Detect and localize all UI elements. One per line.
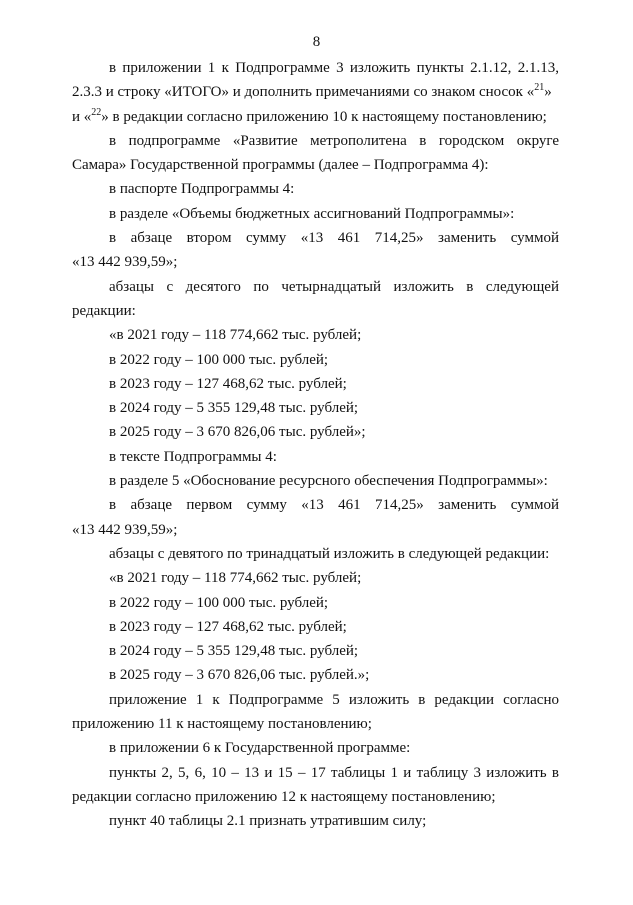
text-line	[72, 129, 559, 153]
text-line-content: «в 2021 году – 118 774,662 тыс. рублей;	[109, 570, 362, 587]
text-line	[72, 736, 559, 760]
text-line-content: в 2022 году – 100 000 тыс. рублей;	[109, 351, 329, 368]
text-line	[72, 518, 559, 542]
text-line-content: в разделе «Объемы бюджетных ассигнований Подпрограммы»:	[109, 205, 515, 222]
text-line	[72, 785, 559, 809]
text-line	[72, 591, 559, 615]
text-line-content: в абзаце втором сумму «13 461 714,25» заменить суммой	[109, 230, 559, 247]
text-line	[72, 542, 559, 566]
text-line-content: в паспорте Подпрограммы 4:	[109, 181, 295, 198]
text-line-content: редакции:	[72, 302, 136, 319]
text-line-content: в 2023 году – 127 468,62 тыс. рублей;	[109, 375, 347, 392]
text-line	[72, 323, 559, 347]
text-line-content: пункты 2, 5, 6, 10 – 13 и 15 – 17 таблицы 1 и таблицу 3 изложить в	[109, 764, 559, 781]
text-line-content: в абзаце первом сумму «13 461 714,25» заменить суммой	[109, 497, 559, 514]
text-line-continuation: »	[544, 84, 552, 101]
text-line-content: в 2025 году – 3 670 826,06 тыс. рублей»;	[109, 424, 366, 441]
text-line	[72, 712, 559, 736]
text-line-content: абзацы с десятого по четырнадцатый изложить в следующей	[109, 278, 559, 295]
footnote-marker: 21	[534, 82, 545, 94]
document-body	[72, 56, 559, 834]
text-line-content: 2.3.3 и строку «ИТОГО» и дополнить примечаниями со знаком сносок «	[72, 84, 535, 101]
text-line-continuation: » в редакции согласно приложению 10 к настоящему постановлению;	[101, 108, 547, 125]
text-line	[72, 396, 559, 420]
text-line-content: в 2024 году – 5 355 129,48 тыс. рублей;	[109, 400, 359, 417]
text-line-content: в 2023 году – 127 468,62 тыс. рублей;	[109, 618, 347, 635]
text-line	[72, 688, 559, 712]
text-line	[72, 663, 559, 687]
text-line	[72, 348, 559, 372]
text-line-content: пункт 40 таблицы 2.1 признать утратившим силу;	[109, 813, 427, 830]
text-line-content: и «	[72, 108, 92, 125]
text-line	[72, 761, 559, 785]
text-line	[72, 469, 559, 493]
text-line	[72, 639, 559, 663]
footnote-marker: 22	[91, 106, 102, 118]
text-line	[72, 80, 559, 104]
text-line	[72, 105, 559, 129]
text-line	[72, 250, 559, 274]
text-line-content: в разделе 5 «Обоснование ресурсного обеспечения Подпрограммы»:	[109, 473, 548, 490]
text-line	[72, 202, 559, 226]
text-line	[72, 226, 559, 250]
text-line	[72, 566, 559, 590]
text-line	[72, 809, 559, 833]
text-line	[72, 493, 559, 517]
text-line-content: в приложении 6 к Государственной программе:	[109, 740, 411, 757]
text-line	[72, 177, 559, 201]
text-line-content: в подпрограмме «Развитие метрополитена в городском округе	[109, 132, 559, 149]
text-line	[72, 445, 559, 469]
page-number: 8	[312, 34, 321, 50]
text-line-content: в тексте Подпрограммы 4:	[109, 448, 277, 465]
text-line	[72, 372, 559, 396]
text-line-content: в 2024 году – 5 355 129,48 тыс. рублей;	[109, 643, 359, 660]
text-line-content: в 2025 году – 3 670 826,06 тыс. рублей.»;	[109, 667, 370, 684]
text-line-content: «в 2021 году – 118 774,662 тыс. рублей;	[109, 327, 362, 344]
text-line	[72, 56, 559, 80]
text-line	[72, 615, 559, 639]
text-line-content: редакции согласно приложению 12 к настоящему постановлению;	[72, 788, 496, 805]
text-line	[72, 299, 559, 323]
text-line-content: приложение 1 к Подпрограмме 5 изложить в редакции согласно	[109, 691, 559, 708]
text-line-content: приложению 11 к настоящему постановлению;	[72, 716, 372, 733]
text-line	[72, 420, 559, 444]
text-line-content: в приложении 1 к Подпрограмме 3 изложить пункты 2.1.12, 2.1.13,	[109, 60, 559, 76]
text-line-content: «13 442 939,59»;	[72, 254, 178, 271]
text-line-content: Самара» Государственной программы (далее – Подпрограмма 4):	[72, 157, 489, 174]
text-line-content: «13 442 939,59»;	[72, 521, 178, 538]
text-line	[72, 153, 559, 177]
text-line-content: абзацы с девятого по тринадцатый изложить в следующей редакции:	[109, 545, 550, 562]
text-line-content: в 2022 году – 100 000 тыс. рублей;	[109, 594, 329, 611]
text-line	[72, 275, 559, 299]
